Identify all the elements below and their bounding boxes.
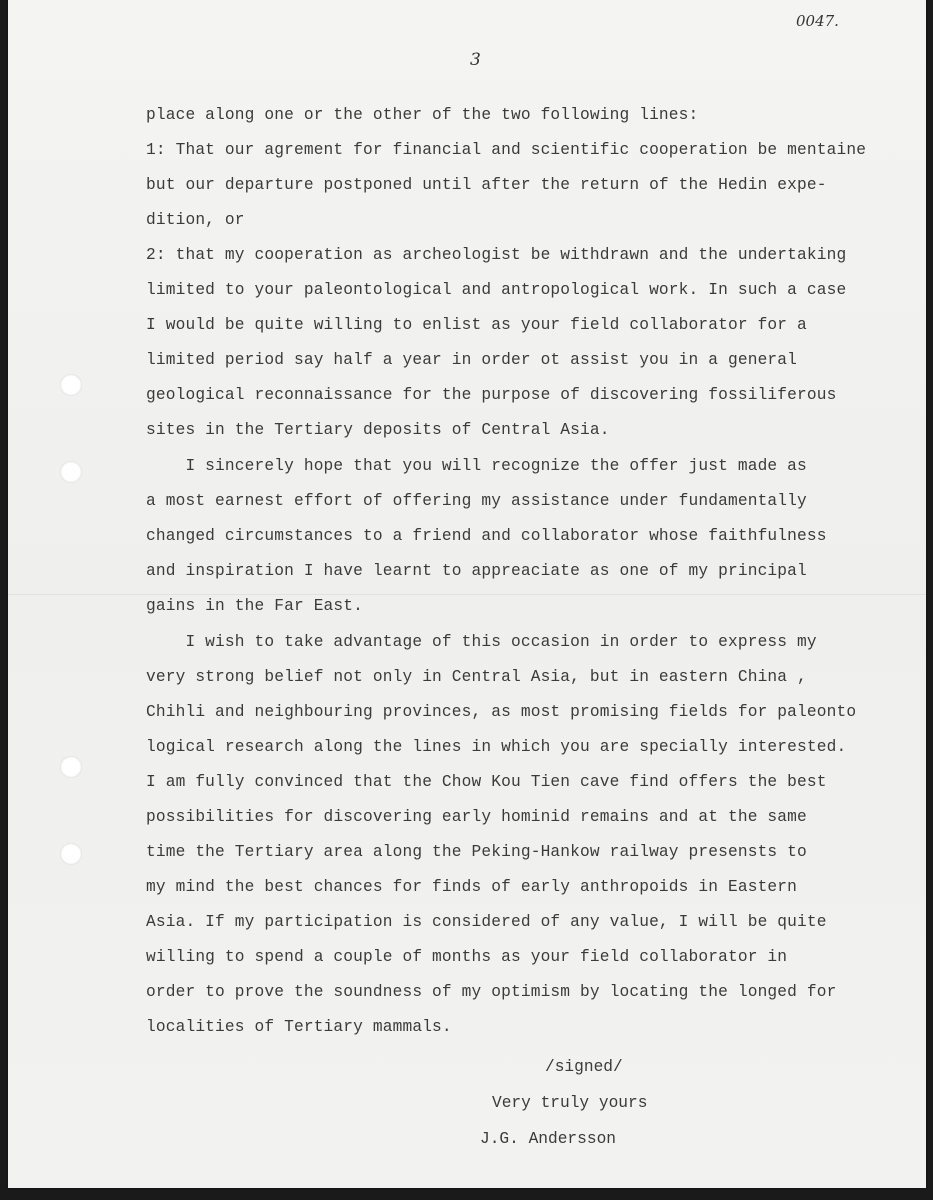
punch-hole bbox=[60, 756, 82, 778]
page-fold bbox=[8, 594, 926, 595]
body-line: gains in the Far East. bbox=[146, 597, 364, 615]
body-line: and inspiration I have learnt to appreaciate as one of my principal bbox=[146, 562, 807, 580]
page-number: 3 bbox=[470, 50, 481, 70]
body-line: I sincerely hope that you will recognize the offer just made as bbox=[146, 457, 807, 475]
body-line: sites in the Tertiary deposits of Central Asia. bbox=[146, 421, 610, 439]
punch-hole bbox=[60, 843, 82, 865]
body-line: Chihli and neighbouring provinces, as most promising fields for paleonto bbox=[146, 703, 857, 721]
body-line: limited to your paleontological and antropological work. In such a case bbox=[146, 281, 847, 299]
body-line: a most earnest effort of offering my assistance under fundamentally bbox=[146, 492, 807, 510]
body-line: dition, or bbox=[146, 211, 245, 229]
body-line: changed circumstances to a friend and collaborator whose faithfulness bbox=[146, 527, 827, 545]
signature-name: J.G. Andersson bbox=[480, 1130, 616, 1148]
body-line: time the Tertiary area along the Peking-Hankow railway presensts to bbox=[146, 843, 807, 861]
body-line: my mind the best chances for finds of early anthropoids in Eastern bbox=[146, 878, 798, 896]
body-line: localities of Tertiary mammals. bbox=[146, 1018, 452, 1036]
body-line: but our departure postponed until after the return of the Hedin expe- bbox=[146, 176, 827, 194]
body-line: place along one or the other of the two following lines: bbox=[146, 106, 699, 124]
body-line: order to prove the soundness of my optimism by locating the longed for bbox=[146, 983, 837, 1001]
body-line: possibilities for discovering early hominid remains and at the same bbox=[146, 808, 807, 826]
body-line: limited period say half a year in order ot assist you in a general bbox=[146, 351, 798, 369]
body-line: logical research along the lines in which you are specially interested. bbox=[146, 738, 847, 756]
punch-hole bbox=[60, 461, 82, 483]
punch-hole bbox=[60, 374, 82, 396]
body-line: willing to spend a couple of months as your field collaborator in bbox=[146, 948, 788, 966]
body-line: I wish to take advantage of this occasion in order to express my bbox=[146, 633, 817, 651]
closing-salutation: Very truly yours bbox=[492, 1094, 648, 1112]
document-page bbox=[8, 0, 926, 1188]
signed-note: /signed/ bbox=[545, 1058, 623, 1076]
body-line: very strong belief not only in Central Asia, but in eastern China , bbox=[146, 668, 807, 686]
body-line: geological reconnaissance for the purpose of discovering fossiliferous bbox=[146, 386, 837, 404]
body-line: I would be quite willing to enlist as your field collaborator for a bbox=[146, 316, 807, 334]
body-line: 1: That our agrement for financial and scientific cooperation be mentaine bbox=[146, 141, 867, 159]
body-line: 2: that my cooperation as archeologist be withdrawn and the undertaking bbox=[146, 246, 847, 264]
body-line: I am fully convinced that the Chow Kou Tien cave find offers the best bbox=[146, 773, 827, 791]
body-line: Asia. If my participation is considered of any value, I will be quite bbox=[146, 913, 827, 931]
archive-number: 0047. bbox=[796, 12, 839, 30]
